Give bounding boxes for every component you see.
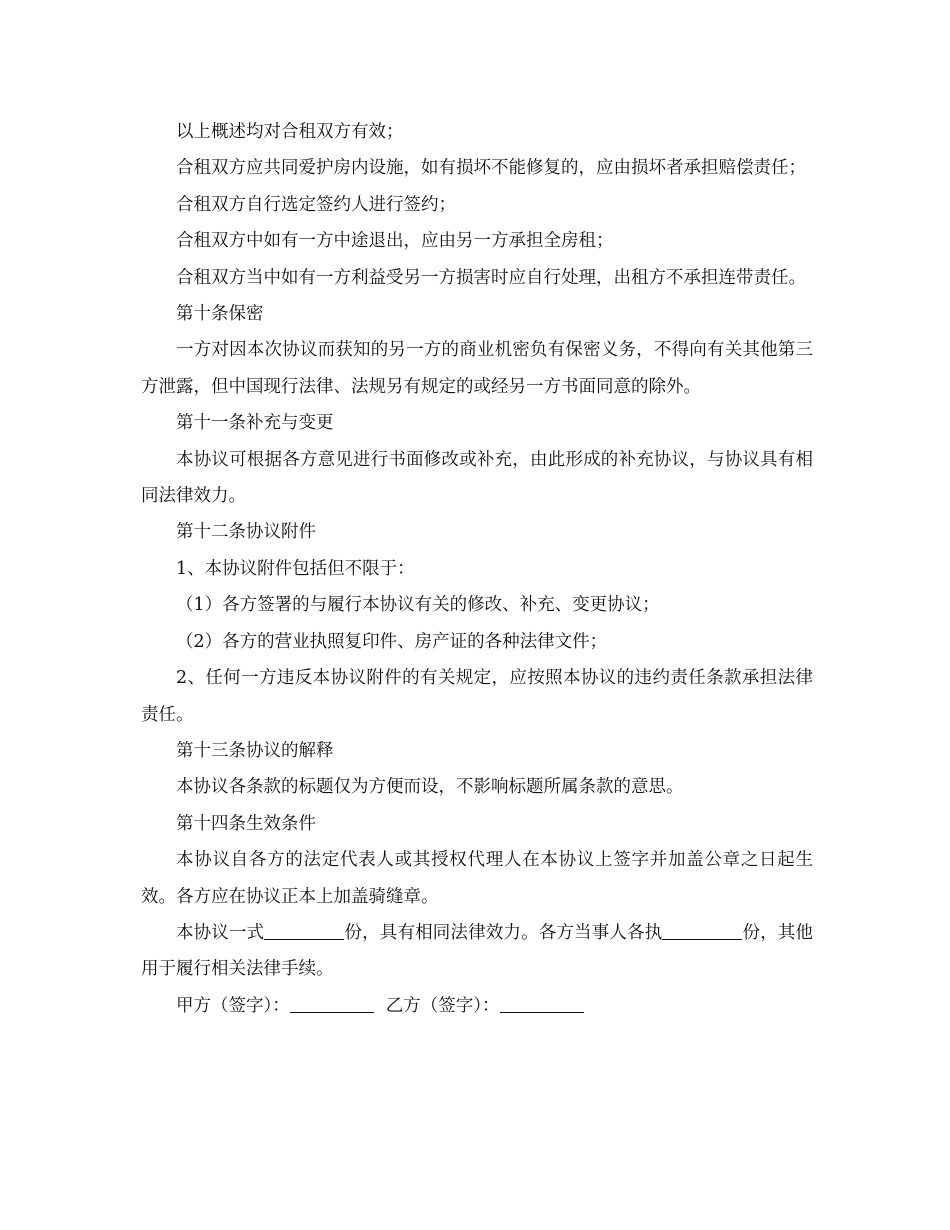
heading-article-10: 第十条保密: [176, 304, 264, 325]
paragraph-interpretation: 本协议各条款的标题仅为方便而设，不影响标题所属条款的意思。: [176, 777, 684, 798]
document-body: [141, 114, 813, 1024]
signature-line: [141, 988, 813, 1024]
party-a-signature-blank[interactable]: [290, 993, 374, 1012]
paragraph-confidentiality: 一方对因本次协议而获知的另一方的商业机密负有保密义务，不得向有关其他第三方泄露，但中国现行法律、法规另有规定的或经另一方书面同意的除外。: [141, 340, 813, 397]
copies-text-2: 份，具有相同法律效力。各方当事人各执: [344, 922, 663, 943]
copies-each-blank[interactable]: [662, 921, 742, 940]
paragraph-facility-care: 合租双方应共同爱护房内设施，如有损坏不能修复的，应由损坏者承担赔偿责任；: [176, 158, 806, 179]
party-a-signature-label: 甲方（签字）：: [176, 995, 290, 1016]
heading-article-13: 第十三条协议的解释: [176, 740, 334, 761]
heading-article-11: 第十一条补充与变更: [176, 413, 334, 434]
paragraph-attachment-breach: 2、任何一方违反本协议附件的有关规定，应按照本协议的违约责任条款承担法律责任。: [141, 668, 813, 725]
copies-text-3: 份，其他用于履行相关法律手续。: [141, 922, 814, 980]
paragraph-signatory: 合租双方自行选定签约人进行签约；: [176, 194, 456, 215]
heading-article-14: 第十四条生效条件: [176, 813, 316, 834]
paragraph-summary-validity: 以上概述均对合租双方有效；: [176, 122, 404, 142]
heading-article-12: 第十二条协议附件: [176, 522, 316, 543]
copies-total-blank[interactable]: [264, 921, 344, 940]
paragraph-amendment: 本协议可根据各方意见进行书面修改或补充，由此形成的补充协议，与协议具有相同法律效力。: [141, 449, 813, 507]
paragraph-copies: [141, 915, 813, 988]
paragraph-attachment-1: （1）各方签署的与履行本协议有关的修改、补充、变更协议；: [176, 595, 660, 616]
paragraph-withdrawal: 合租双方中如有一方中途退出，应由另一方承担全房租；: [176, 231, 614, 252]
paragraph-damage-handling: 合租双方当中如有一方利益受另一方损害时应自行处理，出租方不承担连带责任。: [176, 267, 806, 288]
party-b-signature-blank[interactable]: [500, 993, 584, 1012]
copies-text-1: 本协议一式: [176, 922, 265, 943]
paragraph-effectiveness: 本协议自各方的法定代表人或其授权代理人在本协议上签字并加盖公章之日起生效。各方应在协议正本上加盖骑缝章。: [141, 850, 813, 907]
paragraph-attachments-intro: 1、本协议附件包括但不限于：: [176, 558, 415, 579]
paragraph-attachment-2: （2）各方的营业执照复印件、房产证的各种法律文件；: [176, 631, 608, 652]
party-b-signature-label: 乙方（签字）：: [385, 995, 500, 1016]
